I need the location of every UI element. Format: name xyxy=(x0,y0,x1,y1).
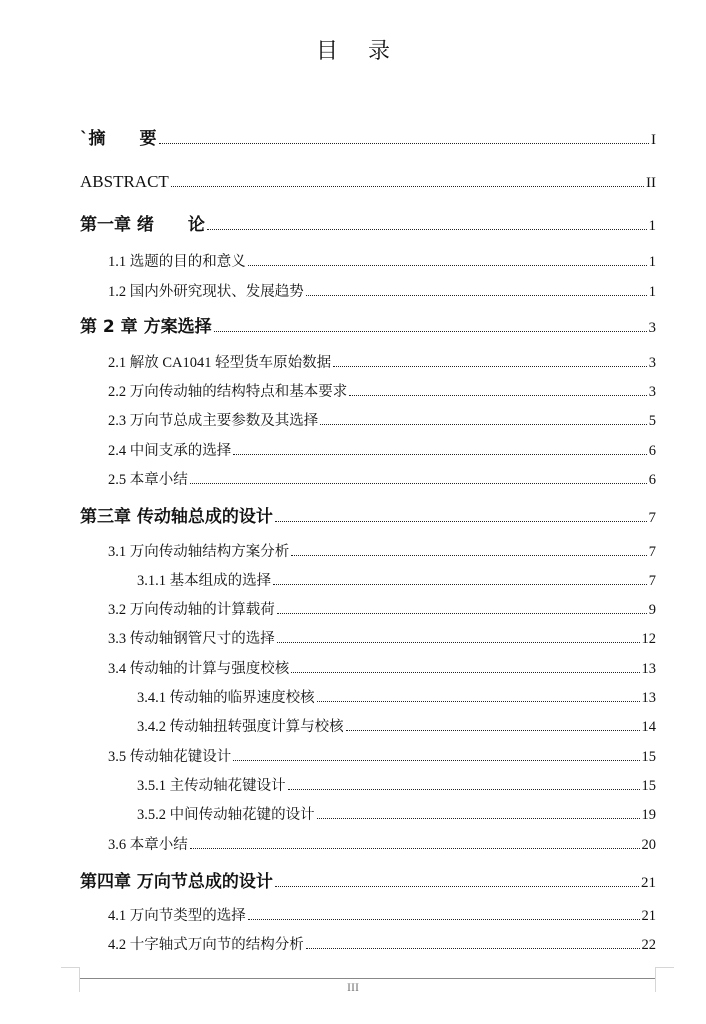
toc-entry-page-number: 7 xyxy=(648,510,656,526)
page-title xyxy=(0,34,706,65)
dot-leader xyxy=(346,729,640,731)
dot-leader xyxy=(190,482,647,484)
toc-entry-page-number: 20 xyxy=(641,837,656,853)
dot-leader xyxy=(349,394,647,396)
toc-entry[interactable] xyxy=(137,568,656,590)
dot-leader xyxy=(207,228,647,230)
toc-entry-page-number: 1 xyxy=(648,218,656,234)
toc-entry-title: 3.1.1 基本组成的选择 xyxy=(137,573,272,589)
toc-entry[interactable] xyxy=(137,802,656,824)
toc-entry-page-number: 6 xyxy=(648,443,656,459)
dot-leader xyxy=(277,612,647,614)
toc-entry-title: 2.2 万向传动轴的结构特点和基本要求 xyxy=(108,384,348,400)
dot-leader xyxy=(171,185,644,187)
dot-leader xyxy=(233,453,647,455)
toc-entry-title: 3.6 本章小结 xyxy=(108,837,188,853)
dot-leader xyxy=(306,947,640,949)
toc-entry[interactable] xyxy=(108,903,656,925)
toc-entry-title: 1.2 国内外研究现状、发展趋势 xyxy=(108,284,304,300)
toc-entry-page-number: 12 xyxy=(641,631,656,647)
toc-entry-title: 第 2 章 方案选择 xyxy=(80,317,212,337)
toc-entry[interactable] xyxy=(137,685,656,707)
toc-entry-page-number: II xyxy=(646,175,656,191)
toc-entry-title: 4.1 万向节类型的选择 xyxy=(108,908,246,924)
toc-entry[interactable] xyxy=(80,505,656,527)
toc-entry-page-number: 13 xyxy=(641,690,656,706)
toc-entry[interactable] xyxy=(108,539,656,561)
toc-entry-page-number: 15 xyxy=(641,749,656,765)
toc-entry-page-number: 6 xyxy=(648,472,656,488)
dot-leader xyxy=(277,641,640,643)
dot-leader xyxy=(233,759,639,761)
toc-entry-page-number: 7 xyxy=(648,544,656,560)
dot-leader xyxy=(333,365,647,367)
toc-entry-title: 3.3 传动轴钢管尺寸的选择 xyxy=(108,631,275,647)
toc-entry-title: 第三章 传动轴总成的设计 xyxy=(80,507,273,527)
dot-leader xyxy=(288,788,640,790)
toc-entry-page-number: 1 xyxy=(648,284,656,300)
toc-entry[interactable] xyxy=(108,932,656,954)
dot-leader xyxy=(159,142,650,144)
toc-entry-page-number: 5 xyxy=(648,413,656,429)
footer-page-number: III xyxy=(347,980,359,994)
toc-entry[interactable] xyxy=(108,656,656,678)
toc-entry-title: 3.2 万向传动轴的计算载荷 xyxy=(108,602,275,618)
dot-leader xyxy=(275,520,647,522)
toc-entry[interactable] xyxy=(80,870,656,892)
title-char-1: 目 xyxy=(315,39,338,64)
toc-entry-title: 3.5.1 主传动轴花键设计 xyxy=(137,778,286,794)
toc-entry-page-number: 22 xyxy=(641,937,656,953)
toc-entry[interactable] xyxy=(108,350,656,372)
dot-leader xyxy=(190,847,640,849)
toc-entry-page-number: 3 xyxy=(648,355,656,371)
toc-entry-title: 第一章 绪 论 xyxy=(80,215,205,235)
toc-entry[interactable] xyxy=(137,773,656,795)
footer-divider xyxy=(80,978,655,979)
dot-leader xyxy=(214,330,647,332)
toc-entry-title: 2.3 万向节总成主要参数及其选择 xyxy=(108,413,319,429)
dot-leader xyxy=(273,583,647,585)
toc-entry[interactable] xyxy=(108,379,656,401)
toc-entry[interactable] xyxy=(108,279,656,301)
toc-entry-page-number: 1 xyxy=(648,254,656,270)
toc-entry-page-number: 21 xyxy=(641,908,656,924)
dot-leader xyxy=(248,918,640,920)
toc-entry[interactable] xyxy=(108,249,656,271)
dot-leader xyxy=(275,885,639,887)
toc-entry-title: 第四章 万向节总成的设计 xyxy=(80,872,273,892)
toc-entry-title: 1.1 选题的目的和意义 xyxy=(108,254,246,270)
toc-entry-page-number: 3 xyxy=(648,320,656,336)
toc-entry-page-number: 13 xyxy=(641,661,656,677)
toc-entry-page-number: 19 xyxy=(641,807,656,823)
toc-entry[interactable] xyxy=(80,213,656,235)
title-char-2: 录 xyxy=(368,39,391,64)
toc-entry[interactable] xyxy=(108,408,656,430)
toc-entry-title: 3.1 万向传动轴结构方案分析 xyxy=(108,544,290,560)
toc-entry-page-number: 15 xyxy=(641,778,656,794)
toc-entry-title: 3.4.1 传动轴的临界速度校核 xyxy=(137,690,315,706)
toc-entry-page-number: 7 xyxy=(648,573,656,589)
toc-entry[interactable] xyxy=(108,832,656,854)
dot-leader xyxy=(291,671,639,673)
toc-entry[interactable] xyxy=(80,315,656,337)
dot-leader xyxy=(291,554,647,556)
toc-entry-title: 3.5.2 中间传动轴花键的设计 xyxy=(137,807,315,823)
toc-entry-page-number: I xyxy=(651,132,656,148)
toc-entry-title: 2.1 解放 CA1041 轻型货车原始数据 xyxy=(108,355,332,371)
toc-entry[interactable] xyxy=(80,127,656,149)
dot-leader xyxy=(248,264,647,266)
dot-leader xyxy=(320,423,647,425)
toc-entry[interactable] xyxy=(108,438,656,460)
toc-entry-title: 4.2 十字轴式万向节的结构分析 xyxy=(108,937,304,953)
toc-entry-title: 2.5 本章小结 xyxy=(108,472,188,488)
toc-entry[interactable] xyxy=(80,170,656,192)
toc-entry-title: 2.4 中间支承的选择 xyxy=(108,443,232,459)
toc-entry-title: `摘 要 xyxy=(80,129,157,149)
toc-entry-page-number: 3 xyxy=(648,384,656,400)
toc-entry-title: 3.4 传动轴的计算与强度校核 xyxy=(108,661,290,677)
toc-entry-title: ABSTRACT xyxy=(80,172,169,191)
toc-entry-page-number: 21 xyxy=(641,875,656,891)
toc-entry[interactable] xyxy=(137,714,656,736)
toc-entry-page-number: 14 xyxy=(641,719,656,735)
toc-entry-title: 3.4.2 传动轴扭转强度计算与校核 xyxy=(137,719,344,735)
toc-entry[interactable] xyxy=(108,626,656,648)
toc-entry-title: 3.5 传动轴花键设计 xyxy=(108,749,232,765)
toc-entry-page-number: 9 xyxy=(648,602,656,618)
toc-entry[interactable] xyxy=(108,467,656,489)
toc-entry[interactable] xyxy=(108,744,656,766)
toc-entry[interactable] xyxy=(108,597,656,619)
dot-leader xyxy=(317,817,640,819)
dot-leader xyxy=(306,294,647,296)
dot-leader xyxy=(317,700,640,702)
